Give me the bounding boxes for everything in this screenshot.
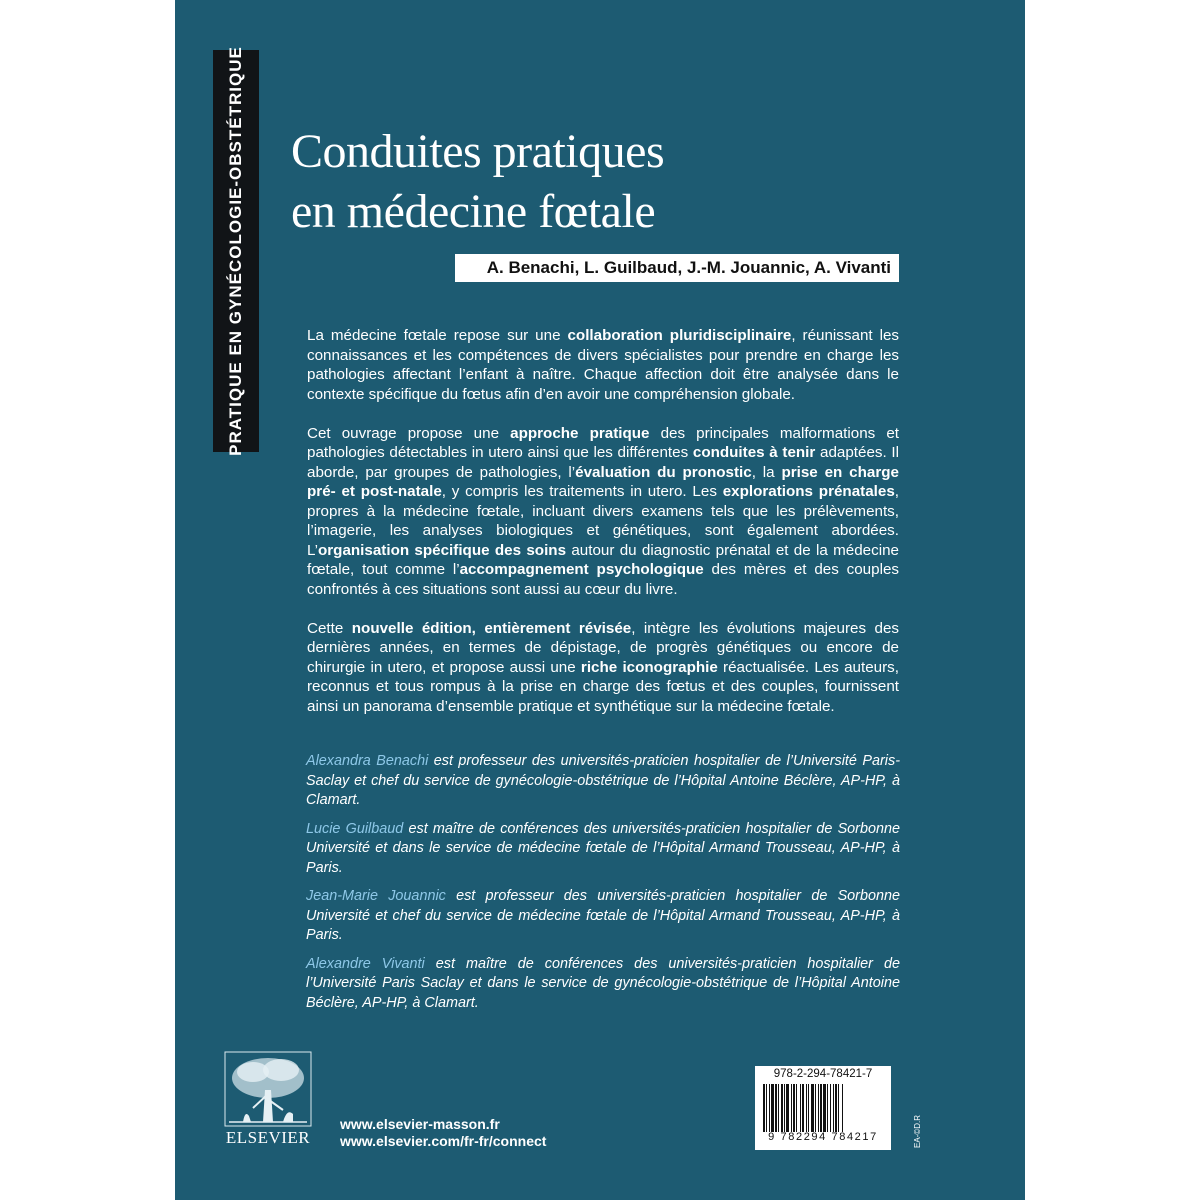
barcode-bar — [771, 1084, 774, 1132]
publisher-name: ELSEVIER — [225, 1128, 311, 1147]
barcode-bar — [806, 1084, 807, 1132]
author-bio-text: est maître de conférences des universités-praticien hospitalier de l’Université Paris Saclay et dans le service de gynécologie-obstétrique de l’Hôpital Antoine Béclère, AP-HP, à Clamart. — [306, 955, 900, 1011]
barcode-bar — [838, 1084, 839, 1132]
body-text: , intègre les évolutions majeures des dernières années, en termes de dépistage, de progrès génétiques ou encore de chirurgie in utero, et propose aussi une — [307, 619, 899, 676]
author-bio-name: Alexandra Benachi — [306, 753, 429, 769]
description-paragraph-3 — [307, 619, 899, 717]
emphasis-text: organisation spécifique des soins — [317, 541, 567, 559]
author-bio-text: est professeur des universités-praticien hospitalier de l’Université Paris-Saclay et chef du service de gynécologie-obstétrique de l’Hôpital Antoine Béclère, AP-HP, à Clamart. — [306, 753, 900, 808]
body-text: Cet ouvrage propose une — [307, 424, 511, 442]
url-link[interactable]: www.elsevier.com/fr-fr/connect — [340, 1133, 547, 1149]
emphasis-text: accompagnement psychologique — [459, 561, 704, 578]
author-bio — [306, 820, 900, 879]
ea-code: EA-©D.R — [913, 1114, 922, 1148]
author-bio-text: est professeur des universités-praticien hospitalier de Sorbonne Université et chef du service de médecine fœtale de l’Hôpital Armand Trousseau, AP-HP, à Paris. — [306, 888, 900, 943]
barcode-bar — [823, 1084, 826, 1132]
body-text: adaptées. Il aborde, par groupes de pathologies, l’ — [307, 444, 899, 481]
description-paragraph-2 — [307, 424, 899, 600]
body-text: des principales malformations et pathologies détectables in utero ainsi que les différentes — [307, 424, 899, 461]
body-text: des mères et des couples confrontés à ces situations sont aussi au cœur du livre. — [307, 561, 899, 598]
description — [307, 326, 899, 736]
barcode-bar — [815, 1084, 816, 1132]
author-bio — [306, 887, 900, 946]
barcode-bar — [778, 1084, 779, 1132]
emphasis-text: nouvelle édition, entièrement révisée — [351, 619, 632, 637]
barcode-bar — [808, 1084, 809, 1132]
publisher-urls — [340, 1116, 546, 1150]
series-band — [213, 46, 259, 456]
body-text: La médecine fœtale repose sur une — [307, 327, 568, 344]
isbn-barcode — [755, 1066, 891, 1150]
body-text: , propres à la médecine fœtale, incluant divers examens tels que les prélèvements, l’imagerie, les analyses biologiques et génétiques, sont également abordées. L’ — [307, 483, 899, 559]
barcode-bar — [835, 1084, 837, 1132]
barcode-bar — [796, 1084, 797, 1132]
barcode-bar — [830, 1084, 831, 1132]
body-text: réactualisée. Les auteurs, reconnus et tous rompus à la prise en charge des fœtus et des couples, fournissent ainsi un panorama d’ensemble pratique et synthétique sur la médecine fœtale. — [307, 658, 899, 715]
barcode-bar — [775, 1084, 777, 1132]
barcode-bar — [786, 1084, 789, 1132]
barcode-bar — [791, 1084, 792, 1132]
barcode-bar — [784, 1084, 785, 1132]
emphasis-text: approche pratique — [510, 424, 650, 442]
author-bio — [306, 752, 900, 811]
emphasis-text: évaluation du pronostic — [575, 463, 752, 481]
barcode-bar — [769, 1084, 770, 1132]
barcode-icon — [763, 1084, 883, 1132]
barcode-bar — [800, 1084, 801, 1132]
author-bio-name: Jean-Marie Jouannic — [306, 888, 446, 904]
author-bio — [306, 955, 900, 1014]
ean-number: 9 782294 784217 — [768, 1131, 878, 1143]
isbn-number: 978-2-294-78421-7 — [773, 1068, 873, 1080]
barcode-bar — [802, 1084, 804, 1132]
emphasis-text: explorations prénatales — [722, 483, 895, 500]
author-bios — [306, 752, 900, 1022]
description-paragraph-1 — [307, 326, 899, 404]
barcode-bar — [820, 1084, 822, 1132]
barcode-bar — [781, 1084, 783, 1132]
authors-bar: A. Benachi, L. Guilbaud, J.-M. Jouannic, A. Vivanti — [455, 254, 899, 282]
body-text: , la — [751, 463, 782, 481]
barcode-bar — [793, 1084, 795, 1132]
barcode-bar — [811, 1084, 814, 1132]
author-bio-name: Lucie Guilbaud — [306, 820, 404, 837]
barcode-bar — [763, 1084, 765, 1132]
title-line-2: en médecine fœtale — [291, 185, 656, 238]
barcode-bar — [833, 1084, 834, 1132]
url-link[interactable]: www.elsevier-masson.fr — [340, 1116, 500, 1132]
book-back-cover — [175, 0, 1025, 1200]
barcode-bar — [842, 1084, 843, 1132]
body-text: , réunissant les connaissances et les compétences de divers spécialistes pour prendre en charge les pathologies affectant l’enfant à naître. Chaque affection doit être analysée dans le contexte spécifique du fœtus afin d’en avoir une compréhension globale. — [307, 327, 899, 403]
emphasis-text: prise en charge pré- et post-natale — [307, 463, 899, 500]
book-title — [291, 122, 911, 242]
body-text: Cette — [307, 619, 352, 637]
author-bio-text: est maître de conférences des universités-praticien hospitalier de Sorbonne Université et dans le service de médecine fœtale de l’Hôpital Armand Trousseau, AP-HP, à Paris. — [306, 820, 900, 876]
body-text: autour du diagnostic prénatal et de la médecine fœtale, tout comme l’ — [307, 541, 899, 578]
author-bio-name: Alexandre Vivanti — [306, 955, 425, 972]
body-text: , y compris les traitements in utero. Les — [441, 483, 723, 500]
emphasis-text: conduites à tenir — [692, 444, 816, 461]
barcode-bar — [766, 1084, 767, 1132]
emphasis-text: collaboration pluridisciplinaire — [567, 327, 792, 344]
barcode-bar — [818, 1084, 819, 1132]
series-label: PRATIQUE EN GYNÉCOLOGIE-OBSTÉTRIQUE — [226, 46, 245, 456]
emphasis-text: riche iconographie — [580, 658, 718, 676]
title-line-1: Conduites pratiques — [291, 125, 665, 178]
barcode-bar — [827, 1084, 828, 1132]
